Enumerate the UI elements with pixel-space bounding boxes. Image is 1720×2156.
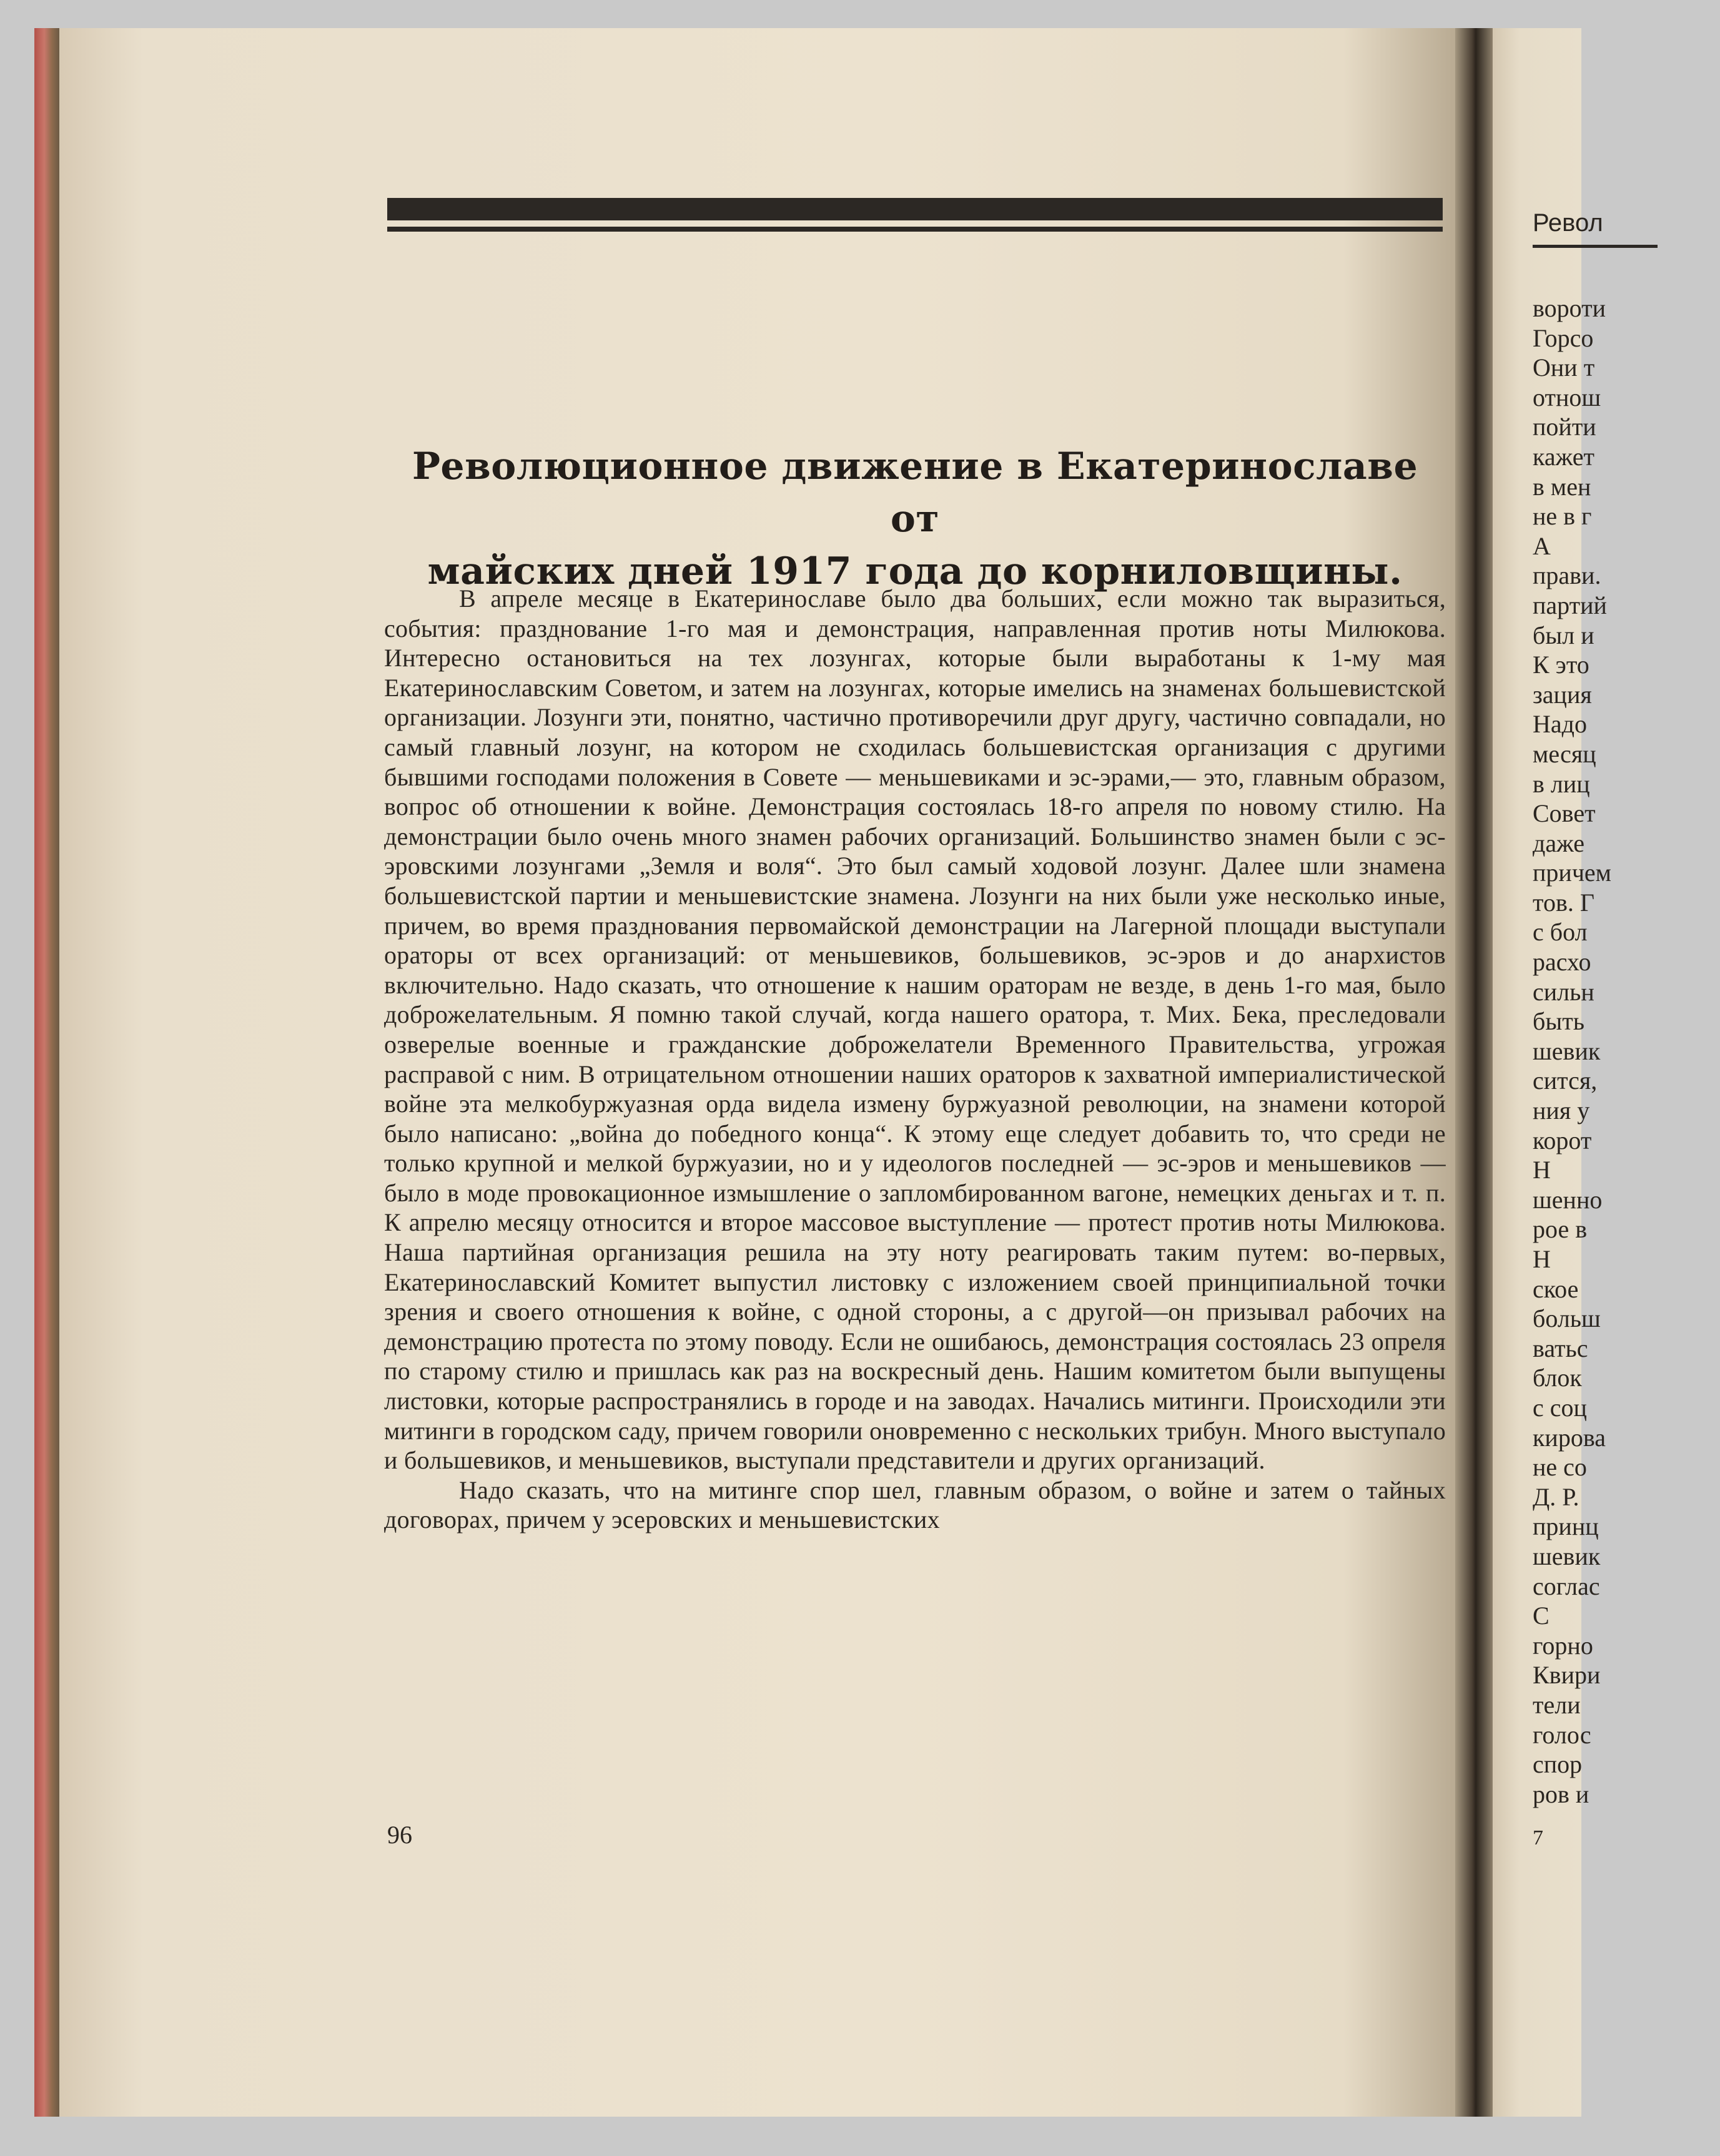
- paragraph: В апреле месяце в Екатеринославе было два больших, если можно так выразиться, события: празднование 1-го мая и демонстрация, направленная против ноты Милюкова. Интересно остановиться на тех лозунгах, которые были выработаны к 1-му мая Екатеринославским Советом, и затем на лозунгах, которые имелись на знаменах большевистской организации. Лозунги эти, понятно, частично противоречили друг другу, частично совпадали, но самый главный лозунг, на котором не сходилась большевистская организация с другими бывшими господами положения в Совете — меньшевиками и эс-эрами,— это, главным образом, вопрос об отношении к войне. Демонстрация состоялась 18-го апреля по новому стилю. На демонстрации было очень много знамен рабочих организаций. Большинство знамен были с эс-эровскими лозунгами „Земля и воля“. Это был самый ходовой лозунг. Далее шли знамена большевистской партии и меньшевистские знамена. Лозунги на них были уже несколько иные, причем, во время празднования первомайской демонстрации на Лагерной площади выступали ораторы от всех организаций: от меньшевиков, большевиков, эс-эров и до анархистов включительно. Надо сказать, что отношение к нашим ораторам не везде, в день 1-го мая, было доброжелательным. Я помню такой случай, когда нашего оратора, т. Мих. Бека, преследовали озверелые военные и гражданские доброжелатели Временного Правительства, угрожая расправой с ним. В отрицательном отношении наших ораторов к захватной империалистической войне эта мелкобуржуазная орда видела измену буржуазной революции, на знамени которой было написано: „война до победного конца“. К этому еще следует добавить то, что среди не только крупной и мелкой буржуазии, но и у идеологов последней — эс-эров и меньшевиков — было в моде провокационное измышление о запломбированном вагоне, немецких деньгах и т. п. К апрелю месяцу относится и второе массовое выступление — протест против ноты Милюкова. Наша партийная организация решила на эту ноту реагировать таким путем: во-первых, Екатеринославский Комитет выпустил листовку с изложением своей принципиальной точки зрения и своего отношения к войне, с одной стороны, а с другой—он призывал рабочих на демонстрацию протеста по этому поводу. Если не ошибаюсь, демонстрация состоялась 23 опреля по старому стилю и пришлась как раз на воскресный день. Нашим комитетом были выпущены листовки, которые распространялись в городе и на заводах. Начались митинги. Происходили эти митинги в городском саду, причем говорили оновременно с нескольких трибун. Много выступало и большевиков, и меньшевиков, выступали представители и других организаций.: [384, 584, 1446, 1475]
- left-page: [59, 28, 1455, 2117]
- line-fragment: с соц: [1533, 1393, 1587, 1422]
- line-fragment: сильн: [1533, 977, 1594, 1006]
- article-title: [384, 440, 1446, 598]
- line-fragment: кирова: [1533, 1423, 1606, 1452]
- right-page-text: [1533, 293, 1720, 1809]
- line-fragment: голос: [1533, 1720, 1591, 1749]
- line-fragment: ватьс: [1533, 1334, 1588, 1362]
- right-page: [1493, 28, 1611, 2117]
- line-fragment: рое в: [1533, 1215, 1588, 1244]
- line-fragment: кажет: [1533, 442, 1594, 471]
- line-fragment: не со: [1533, 1453, 1587, 1482]
- line-fragment: отнош: [1533, 383, 1601, 411]
- line-fragment: шевик: [1533, 1036, 1601, 1065]
- line-fragment: причем: [1533, 859, 1611, 887]
- line-fragment: был и: [1533, 621, 1594, 649]
- line-fragment: А: [1533, 531, 1551, 560]
- line-fragment: ров и: [1533, 1779, 1589, 1808]
- line-fragment: корот: [1533, 1126, 1592, 1154]
- line-fragment: соглас: [1533, 1572, 1600, 1600]
- line-fragment: ское: [1533, 1274, 1579, 1303]
- line-fragment: горно: [1533, 1631, 1593, 1660]
- book-page-edge: [34, 28, 59, 2117]
- line-fragment: больш: [1533, 1304, 1601, 1333]
- running-header: Револ: [1533, 209, 1603, 237]
- line-fragment: шевик: [1533, 1542, 1601, 1570]
- line-fragment: шенно: [1533, 1185, 1603, 1214]
- line-fragment: Надо: [1533, 710, 1587, 739]
- line-fragment: прави.: [1533, 561, 1601, 590]
- page-number: 96: [387, 1821, 412, 1849]
- article-title-line: Революционное движение в Екатеринославе от: [412, 445, 1418, 541]
- line-fragment: тов. Г: [1533, 888, 1594, 917]
- scan-frame: [34, 28, 1611, 2117]
- line-fragment: тели: [1533, 1690, 1581, 1719]
- line-fragment: спор: [1533, 1750, 1583, 1779]
- line-fragment: даже: [1533, 829, 1584, 857]
- line-fragment: С: [1533, 1602, 1549, 1630]
- line-fragment: в лиц: [1533, 769, 1590, 798]
- line-fragment: принц: [1533, 1512, 1599, 1541]
- line-fragment: сится,: [1533, 1066, 1598, 1095]
- line-fragment: пойти: [1533, 413, 1596, 441]
- line-fragment: быть: [1533, 1007, 1584, 1036]
- line-fragment: Н: [1533, 1245, 1551, 1273]
- line-fragment: с бол: [1533, 918, 1588, 947]
- line-fragment: партий: [1533, 591, 1607, 619]
- running-header-rule: [1533, 245, 1658, 248]
- line-fragment: ния у: [1533, 1096, 1590, 1125]
- header-rule-thin: [387, 227, 1443, 232]
- line-fragment: К это: [1533, 651, 1589, 679]
- page-number: 7: [1533, 1826, 1543, 1849]
- line-fragment: в мен: [1533, 472, 1591, 501]
- line-fragment: Н: [1533, 1156, 1551, 1184]
- header-rule-thick: [387, 198, 1443, 220]
- line-fragment: Квири: [1533, 1661, 1601, 1690]
- line-fragment: Д. Р.: [1533, 1482, 1579, 1511]
- book-gutter: [1455, 28, 1493, 2117]
- article-body: [384, 584, 1446, 1535]
- line-fragment: зация: [1533, 680, 1592, 709]
- line-fragment: Они т: [1533, 353, 1595, 382]
- article-title-line: майских дней 1917 года до корниловщины.: [427, 549, 1403, 593]
- line-fragment: Совет: [1533, 799, 1596, 828]
- line-fragment: не в г: [1533, 502, 1592, 531]
- line-fragment: вороти: [1533, 294, 1606, 322]
- line-fragment: расхо: [1533, 948, 1591, 977]
- line-fragment: месяц: [1533, 739, 1596, 768]
- paragraph: Надо сказать, что на митинге спор шел, главным образом, о войне и затем о тайных договорах, причем у эсеровских и меньшевистских: [384, 1475, 1446, 1534]
- line-fragment: блок: [1533, 1364, 1582, 1392]
- line-fragment: Горсо: [1533, 323, 1594, 352]
